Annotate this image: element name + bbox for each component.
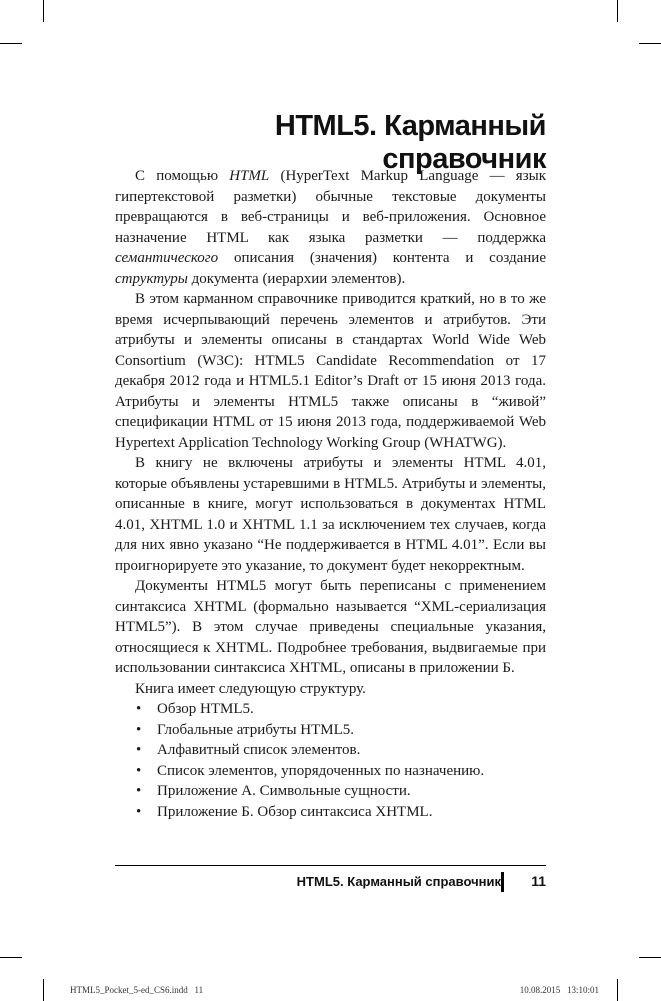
crop-mark <box>0 43 22 44</box>
list-item: • Алфавитный список элементов. <box>115 740 546 761</box>
list-item: • Приложение А. Символьные сущности. <box>115 781 546 802</box>
bullet-list <box>115 699 546 822</box>
text-run: (HyperText Markup Language — язык гипертекстовой разметки) обычные текстовые документы превращаются в веб-страницы и веб-приложения. Основное назначение HTML как языка разметки — поддержка <box>115 168 546 246</box>
list-item: • Обзор HTML5. <box>115 699 546 720</box>
list-item: • Список элементов, упорядоченных по назначению. <box>115 761 546 782</box>
crop-mark <box>43 0 44 22</box>
list-item: • Приложение Б. Обзор синтаксиса XHTML. <box>115 802 546 823</box>
crop-mark <box>0 957 22 958</box>
slug-filename: HTML5_Pocket_5-ed_CS6.indd 11 <box>70 985 204 995</box>
crop-mark <box>617 979 618 1001</box>
text-run: С помощью <box>135 168 230 184</box>
text-run: В книгу не включены атрибуты и элементы HTML 4.01, которые объявлены устаревшими в HTML5. Атрибуты и элементы, описанные в книге, могут использоваться в документах HTML 4.01, XHTML 1.0 и XHTML 1.1 за исключением тех случаев, когда для них явно указано “Не поддерживается в HTML 4.01”. Если вы проигнорируете это указание, то документ будет некорректным. <box>115 455 546 574</box>
paragraphs <box>115 166 546 699</box>
crop-mark <box>43 979 44 1001</box>
crop-mark <box>639 957 661 958</box>
paragraph <box>115 289 546 453</box>
paragraph <box>115 166 546 289</box>
crop-mark <box>617 0 618 22</box>
running-footer: HTML5. Карманный справочник <box>296 874 501 889</box>
text-run: Книга имеет следующую структуру. <box>135 680 366 697</box>
text-run: документа (иерархии элементов). <box>187 270 406 287</box>
emphasis-text: HTML <box>229 168 270 184</box>
paragraph <box>115 576 546 679</box>
paragraph <box>115 453 546 576</box>
body-text <box>115 166 546 822</box>
emphasis-text: семантического <box>115 250 219 266</box>
text-run: Документы HTML5 могут быть переписаны с применением синтаксиса XHTML (формально называется “XML-сериализация HTML5”). В этом случае приведены специальные указания, относящиеся к XHTML. Подробнее требования, выдвигаемые при использовании синтаксиса XHTML, описаны в приложении Б. <box>115 578 546 676</box>
page-number: 11 <box>531 873 546 889</box>
text-run: описания (значения) контента и создание <box>218 250 546 266</box>
list-item: • Глобальные атрибуты HTML5. <box>115 720 546 741</box>
footer-rule <box>115 865 546 866</box>
page-title: HTML5. Карманный справочник <box>274 110 546 175</box>
text-run: В этом карманном справочнике приводится краткий, но в то же время исчерпывающий перечень элементов и атрибутов. Эти атрибуты и элементы описаны в стандартах World Wide Web Consortium (W3C): HTML5 Candidate Recommendation от 17 декабря 2012 года и HTML5.1 Editor’s Draft от 15 июня 2013 года. Атрибуты и элементы HTML5 также описаны в “живой” спецификации HTML от 15 июня 2013 года, поддерживаемой Web Hypertext Application Technology Working Group (WHATWG). <box>115 291 546 451</box>
crop-mark <box>639 43 661 44</box>
slug-timestamp: 10.08.2015 13:10:01 <box>519 985 599 995</box>
paragraph <box>115 679 546 700</box>
footer-separator <box>501 872 504 892</box>
emphasis-text: структуры <box>115 270 188 287</box>
